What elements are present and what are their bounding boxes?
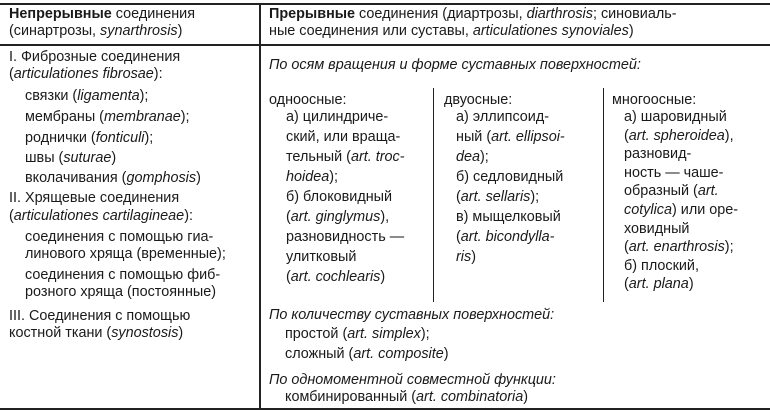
discontinuous-bold: Прерывные xyxy=(269,6,356,22)
latin-term: art. xyxy=(697,183,719,200)
latin-term: art. sellaris xyxy=(460,189,531,205)
item-ru: швы ( xyxy=(25,150,64,166)
fibrous-latin-line xyxy=(9,66,163,84)
paren: ): xyxy=(184,208,193,224)
column-line xyxy=(456,189,539,207)
item-latin: membranae xyxy=(103,109,181,125)
text: ский, или враща- xyxy=(286,129,401,145)
column-line xyxy=(286,149,405,167)
latin-term: art. plana xyxy=(628,276,689,293)
column-line xyxy=(624,276,694,294)
text: ) xyxy=(688,276,694,293)
multiaxial-heading: многоосные: xyxy=(612,92,697,108)
complex-line xyxy=(285,346,449,364)
bone-latin-line xyxy=(9,325,183,343)
latin-term: art. ellipsoi- xyxy=(491,129,565,145)
column-divider xyxy=(259,3,261,409)
combined-end: ) xyxy=(523,389,529,405)
column-line xyxy=(456,229,554,247)
item-latin: suturae xyxy=(63,150,112,166)
combined-ru: комбинированный ( xyxy=(285,389,417,405)
column-line xyxy=(624,239,734,257)
column-line xyxy=(286,189,392,207)
text: а) эллипсоид- xyxy=(456,109,550,125)
table-bottom-border xyxy=(0,408,770,410)
header-text: соединения xyxy=(111,6,196,22)
latin-term: art. spheroidea xyxy=(628,127,725,144)
bone-ru: костной ткани ( xyxy=(9,325,112,341)
text: ); xyxy=(530,189,540,205)
right-header-line2 xyxy=(269,23,634,41)
item-end: ); xyxy=(139,88,149,104)
cartilage-line: соединения с помощью фиб- xyxy=(25,267,221,283)
complex-ru: сложный ( xyxy=(285,346,354,362)
text: б) блоковидный xyxy=(286,189,393,205)
list-item xyxy=(25,109,190,127)
text: ( xyxy=(456,229,461,245)
column-line xyxy=(286,229,404,247)
item-latin: ligamenta xyxy=(77,88,140,104)
latin-term: art. ginglymus xyxy=(290,209,381,225)
column-line xyxy=(286,169,338,187)
text: улитковый xyxy=(286,249,357,265)
column-line xyxy=(624,128,734,146)
subcolumn-divider-2 xyxy=(603,88,604,302)
cartilage-latin-line xyxy=(9,208,193,226)
header-text: ) xyxy=(628,23,634,39)
text: ( xyxy=(624,127,629,144)
continuous-bold: Непрерывные xyxy=(9,6,112,22)
list-item xyxy=(25,150,116,168)
header-text: соединения (диартрозы, xyxy=(355,6,527,22)
text: ( xyxy=(286,209,291,225)
combined-latin: art. combinatoria xyxy=(416,389,524,405)
column-line xyxy=(456,149,489,167)
column-line xyxy=(456,249,476,267)
text: ный ( xyxy=(456,129,492,145)
cartilage-line: соединения с помощью гиа- xyxy=(25,229,214,245)
by-axes-heading: По осям вращения и форме суставных поверхностей: xyxy=(269,57,641,73)
header-bottom-border xyxy=(0,44,770,46)
column-line xyxy=(456,109,549,127)
column-line xyxy=(456,169,563,187)
paren: ) xyxy=(178,325,184,341)
header-text: ; синовиаль- xyxy=(592,6,677,22)
paren: ): xyxy=(153,66,163,82)
latin-term: art. enarthrosis xyxy=(628,239,725,256)
text: ), xyxy=(380,209,390,225)
text: ); xyxy=(724,239,734,256)
header-paren: (синартрозы, xyxy=(9,23,101,39)
column-line xyxy=(286,269,385,287)
text: а) цилиндриче- xyxy=(286,109,389,125)
item-end: ); xyxy=(144,130,154,146)
latin-term: cotylica xyxy=(624,202,672,218)
item-end: ); xyxy=(180,109,190,125)
header-text: ные соединения или суставы, xyxy=(269,23,473,39)
cartilagineae-latin: articulationes cartilagineae xyxy=(13,208,185,224)
synoviales-latin: articulationes synoviales xyxy=(472,23,629,39)
bone-title: III. Соединения с помощью xyxy=(9,308,191,324)
paren: ( xyxy=(9,208,14,224)
text: б) плоский, xyxy=(624,257,699,274)
list-item xyxy=(25,170,201,188)
fibrosae-latin: articulationes fibrosae xyxy=(13,66,154,82)
synarthrosis-latin: synarthrosis xyxy=(100,23,178,39)
text: ); xyxy=(329,169,339,185)
cartilage-line: линового хряща (временные); xyxy=(25,246,226,262)
item-ru: роднички ( xyxy=(25,130,96,146)
column-line xyxy=(624,165,723,183)
column-line xyxy=(624,146,691,164)
item-ru: связки ( xyxy=(25,88,78,104)
left-header-line1 xyxy=(9,6,195,24)
by-function-heading: По одномоментной совместной функции: xyxy=(269,372,556,388)
item-end: ) xyxy=(111,150,117,166)
text: ( xyxy=(624,239,629,256)
table-top-border xyxy=(0,3,770,5)
right-header-line1 xyxy=(269,6,677,24)
by-count-heading: По количеству суставных поверхностей: xyxy=(269,307,555,323)
combined-line xyxy=(285,389,528,407)
column-line xyxy=(624,258,699,276)
list-item xyxy=(25,88,148,106)
latin-term: art. bicondylla- xyxy=(460,229,555,245)
text: ность — чаше- xyxy=(624,164,724,181)
simple-end: ); xyxy=(420,326,430,342)
text: ); xyxy=(480,149,489,165)
left-header-line2 xyxy=(9,23,182,41)
column-line xyxy=(286,129,400,147)
item-latin: fonticuli xyxy=(95,130,145,146)
text: ( xyxy=(456,189,461,205)
column-line xyxy=(624,221,689,239)
latin-term: dea xyxy=(456,149,481,165)
item-ru: вколачивания ( xyxy=(25,170,127,186)
latin-term: ris xyxy=(456,249,472,265)
column-line xyxy=(624,183,719,201)
text: б) седловидный xyxy=(456,169,564,185)
fibrous-title: I. Фиброзные соединения xyxy=(9,49,181,65)
diarthrosis-latin: diarthrosis xyxy=(526,6,593,22)
latin-term: art. cochlearis xyxy=(290,269,381,285)
text: тельный ( xyxy=(286,149,351,165)
text: ховидный xyxy=(624,220,690,237)
cartilage-line: розного хряща (постоянные) xyxy=(25,284,217,300)
text: разновидность — xyxy=(286,229,405,245)
text: ) xyxy=(380,269,386,285)
simple-line xyxy=(285,326,430,344)
text: ( xyxy=(624,276,629,293)
column-line xyxy=(624,202,738,220)
paren: ( xyxy=(9,66,14,82)
column-line xyxy=(286,109,388,127)
column-line xyxy=(286,209,389,227)
synostosis-latin: synostosis xyxy=(111,325,179,341)
uniaxial-heading: одноосные: xyxy=(269,92,347,108)
text: а) шаровидный xyxy=(624,109,727,125)
text: ( xyxy=(286,269,291,285)
latin-term: hoidea xyxy=(286,169,330,185)
item-ru: мембраны ( xyxy=(25,109,104,125)
column-line xyxy=(286,249,356,267)
complex-latin: art. composite xyxy=(353,346,444,362)
text: разновид- xyxy=(624,146,692,163)
text: в) мыщелковый xyxy=(456,209,561,225)
item-latin: gomphosis xyxy=(126,170,197,186)
complex-end: ) xyxy=(443,346,449,362)
column-line xyxy=(456,209,561,227)
simple-ru: простой ( xyxy=(285,326,348,342)
item-end: ) xyxy=(196,170,201,186)
biaxial-heading: двуосные: xyxy=(444,92,513,108)
text: ), xyxy=(724,127,734,144)
text: образный ( xyxy=(624,183,698,200)
latin-term: art. troc- xyxy=(350,149,405,165)
text: ) xyxy=(471,249,476,265)
cartilage-title: II. Хрящевые соединения xyxy=(9,190,180,206)
list-item xyxy=(25,130,153,148)
header-paren-close: ) xyxy=(177,23,183,39)
text: ) или оре- xyxy=(672,202,739,218)
subcolumn-divider-1 xyxy=(433,88,434,302)
simple-latin: art. simplex xyxy=(347,326,421,342)
column-line xyxy=(456,129,565,147)
column-line xyxy=(624,109,727,127)
